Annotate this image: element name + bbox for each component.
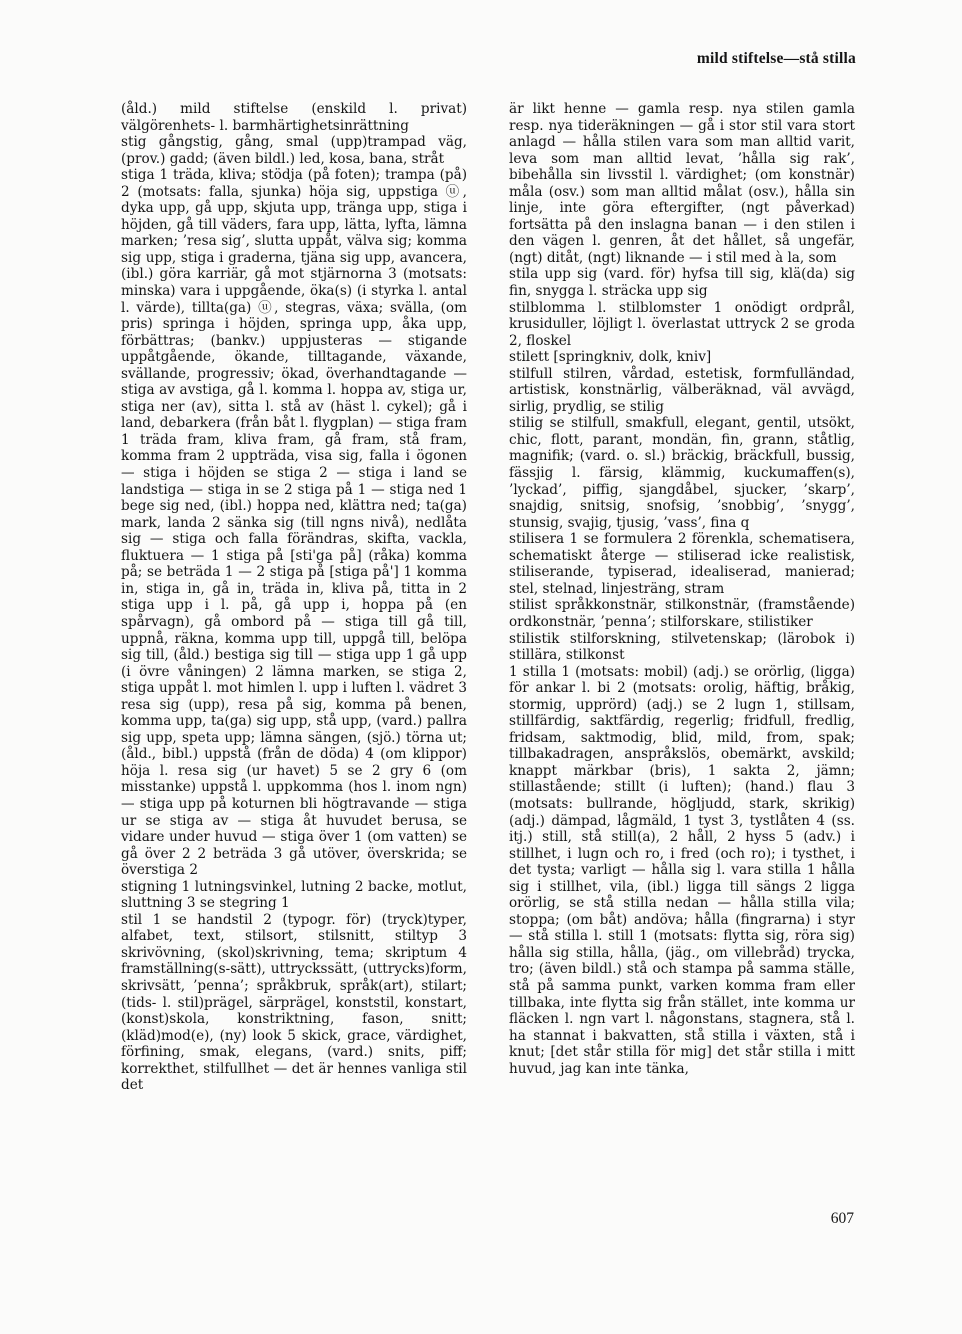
entry-stiga: stiga 1 träda, kliva; stödja (på foten); trampa (på) 2 (motsats: falla, sjunka) höja sig, uppstiga ⓤ, dyka upp, gå upp, skjuta upp, tränga upp, stiga i höjden, gå till väders, fara upp, lätta, lyfta, lämna marken; ’resa sig’, slutta uppåt, välva sig; komma sig upp, stiga i graderna, tjäna sig upp, avancera, (ibl.) göra karriär, gå mot stjärnorna 3 (motsats: minska) vara i uppgående, öka(s) (i styrka l. antal l. värde), tillta(ga) ⓤ, stegras, växa; svälla, (om pris) springa i höjden, springa upp, åka upp, förbättras; (bankv.) uppjusteras — stigande uppåtgående, ökande, tilltagande, växande, svällande, progressiv; ökad, överhandtagande — stiga av avstiga, gå l. komma l. hoppa av, stiga ur, stiga ner (av), sitta l. stå av (häst l. cykel); gå i land, debarkera (från båt l. flygplan) — stiga fram 1 träda fram, kliva fram, gå fram, stå fram, komma fram 2 uppträda, visa sig, falla i ögonen — stiga i höjden se stiga 2 — stiga i land se landstiga — stiga in se 2 stiga på 1 — stiga ned 1 bege sig ned, (ibl.) hoppa ned, klättra ned; ta(ga) mark, landa 2 sänka sig (till ngns nivå), nedlåta sig — stiga och falla förändras, skifta, vackla, fluktuera — 1 stiga på [sti'ga på] (råka) komma på; se beträda 1 — 2 stiga på [stiga på'] 1 komma in, stiga in, gå in, träda in, kliva på, titta in 2 stiga upp i l. på, gå upp i, hoppa på (en spårvagn), gå ombord på — stiga till gå till, uppnå, räkna, komma upp till, uppgå till, belöpa sig till, (åld.) bestiga sig till — stiga upp 1 gå upp (i övre våningen) 2 lämna marken, se stiga 2, stiga uppåt l. mot himlen l. upp i luften l. vädret 3 resa sig (upp), resa på sig, komma på benen, komma upp, ta(ga) sig upp, stå upp, (vard.) pallra sig upp, speta upp; lämna sängen, (sjö.) törna ut; (åld., bibl.) uppstå (från de döda) 4 (om klippor) höja l. resa sig (ur havet) 5 se 2 gry 6 (om misstanke) uppstå l. uppkomma (hos l. inom ngn) — stiga upp på koturnen bli högtravande — stiga ur se stiga av — stiga åt huvudet berusa, se vidare under huvud — stiga över 1 (om vatten) se gå över 2 2 beträda 3 gå utöver, överskrida; se överstiga 2 [121,167,467,879]
page-number: 607 [830,1210,854,1227]
entry-stilla: 1 stilla 1 (motsats: mobil) (adj.) se orörlig, (ligga) för ankar l. bi 2 (motsats: orolig, häftig, bråkig, stormig, upprörd) (adj.) se 2 lugn 1, stillsam, stillfärdig, saktfärdig, regerlig; fridfull, fredlig, fridsam, saktmodig, blid, mild, from, spak; tillbakadragen, anspråkslös, obemärkt, avskild; knappt märkbar (bris), 1 sakta 2, jämn; stillastående; stillt (i luften); (hand.) flau 3 (motsats: bullrande, högljudd, stark, skrikig) (adj.) dämpad, lågmäld, 1 tyst 3, tystlåten 4 (ss. itj.) still, stå still(a), 2 håll, 2 hyss 5 (adv.) i stillhet, i lugn och ro, i fred (och ro); i tysthet, i det tysta; varligt — hålla sig l. vara stilla 1 hålla sig i stillhet, vila, (ibl.) ligga till sängs 2 ligga orörlig, se stå stilla nedan — hålla stilla vila; stoppa; (om båt) andöva; hålla (fingrarna) i styr — stå stilla l. still 1 (motsats: flytta sig, röra sig) hålla sig stilla, hålla, (jäg., om villebråd) trycka, tro; (även bildl.) stå och stampa på samma ställe, stå på samma punkt, varken komma fram eller tillbaka, inte flytta sig från stället, inte komma ur fläcken l. ngn vart l. någonstans, stagnera, stå l. ha stannat i bakvatten, stå stilla i växten, stå i knut; [det står stilla för mig] det står stilla i mitt huvud, jag kan inte tänka, [509,663,855,1077]
running-head: mild stiftelse—stå stilla [696,50,856,67]
entry-stigning: stigning 1 lutningsvinkel, lutning 2 backe, motlut, sluttning 3 se stegring 1 [121,878,467,912]
entry-stilistik: stilistik stilforskning, stilvetenskap; (lärobok i) stillära, stilkonst [509,630,855,664]
entry-stila-upp-sig: stila upp sig (vard. för) hyfsa till sig, klä(da) sig fin, snygga l. sträcka upp sig [509,266,855,300]
entry-stilig: stilig se stilfull, smakfull, elegant, gentil, utsökt, chic, flott, parant, mondän, fin, grann, ståtlig, magnifik; (vard. o. sl.) bräckig, bräckfull, bussig, fässjig l. färsig, klämmig, kuckumaffen(s), ’lyckad’, piffig, sjangdåbel, sjucker, ’skarp’, snajdig, snitsig, snofsig, ’snobbig’, ’snygg’, stunsig, svajig, tjusig, ’vass’, fina q [509,415,855,531]
entry-stilist: stilist språkkonstnär, stilkonstnär, (framstående) ordkonstnär, ’penna’; stilforskare, stilistiker [509,597,855,630]
right-column [509,101,855,1077]
entry-stil-continued: är likt henne — gamla resp. nya stilen gamla resp. nya tideräkningen — gå i stor stil vara stort anlagd — hålla stilen vara som man alltid varit, leva som man alltid levat, ’hålla sig rak’, bibehålla sin livsstil l. värdighet; (om konstnär) måla (osv.) som man alltid målat (osv.), hålla sin linje, inte göra eftergifter, (ngt påverkad) fortsätta på den inslagna banan — i den stilen i den vägen l. genren, åt det hållet, så ungefär, (ngt) ditåt, (ngt) liknande — i stil med à la, som [509,101,855,266]
entry-stilfull: stilfull stilren, vårdad, estetisk, formfulländad, artistisk, konstnärlig, välberäknad, väl avvägd, sirlig, prydlig, se stilig [509,365,855,415]
entry-stilisera: stilisera 1 se formulera 2 förenkla, schematisera, schematiskt återge — stiliserad icke realistisk, stiliserande, typiserad, idealiserad, manierad; stel, stelnad, linjesträng, stram [509,531,855,597]
entry-stil: stil 1 se handstil 2 (typogr. för) (tryck)typer, alfabet, text, stilsort, stilsnitt, stiltyp 3 skrivövning, (skol)skrivning, tema; skriptum 4 framställning(s-sätt), uttryckssätt, (uttrycks)form, skrivsätt, ’penna’; språkbruk, språk(art), stilart; (tids- l. stil)prägel, särprägel, konststil, konstart, (konst)skola, konstriktning, fason, snitt; (kläd)mod(e), (ny) look 5 skick, grace, värdighet, förfining, smak, elegans, (vard.) snits, piff; korrekthet, stilfullhet — det är hennes vanliga stil det [121,911,467,1094]
left-column [121,101,467,1094]
entry-mild-stiftelse: (åld.) mild stiftelse (enskild l. privat) välgörenhets- l. barmhärtighetsinrättning [121,101,467,134]
entry-stig: stig gångstig, gång, smal (upp)trampad väg, (prov.) gadd; (även bildl.) led, kosa, bana, stråt [121,134,467,167]
entry-stilblomma: stilblomma l. stilblomster 1 onödigt ordprål, krusiduller, löjligt l. överlastat uttryck 2 se groda 2, floskel [509,299,855,349]
entry-stilett: stilett [springkniv, dolk, kniv] [509,349,712,366]
